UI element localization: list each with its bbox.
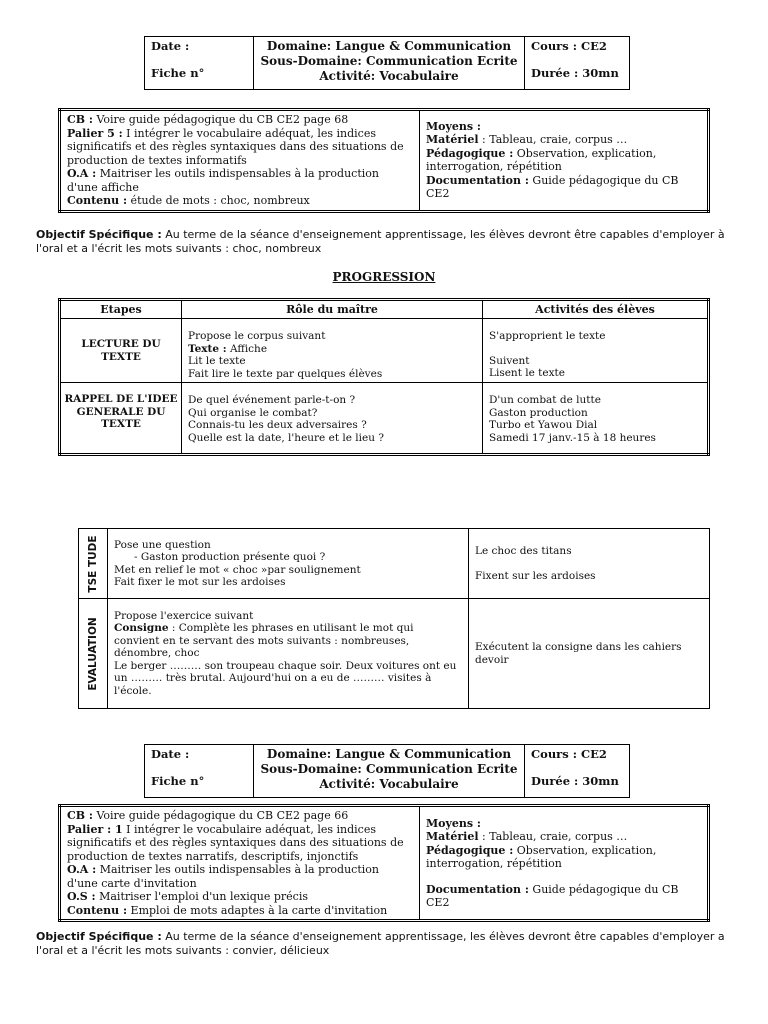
palier-line [67, 127, 413, 168]
materiel-label: Matériel [426, 830, 479, 843]
palier-label: Palier : 1 [67, 822, 123, 836]
activites-eleves-cell [483, 383, 709, 455]
contenu-text: Emploi de mots adaptes à la carte d'invitation [127, 903, 388, 917]
role-maitre-cell [108, 599, 469, 709]
lesson-header-2 [144, 744, 630, 798]
cb-line [67, 113, 413, 127]
progression-title: PROGRESSION [332, 270, 436, 284]
objective-paragraph-1 [36, 228, 736, 256]
maitre-line: - Gaston production présente quoi ? [134, 551, 326, 563]
moyens-label-text: Moyens : [426, 119, 481, 133]
contenu-label: Contenu : [67, 903, 128, 917]
course-duration-cell [525, 745, 630, 798]
os-line [67, 890, 413, 904]
cb-text: Voire guide pédagogique du CB CE2 page 68 [92, 113, 349, 126]
materiel-text: : Tableau, craie, corpus … [478, 133, 628, 147]
table-row [60, 383, 709, 455]
evaluation-cell [79, 599, 108, 709]
documentation-text: Guide pédagogique du CB CE2 [426, 173, 679, 201]
eleves-line: Fixent sur les ardoises [475, 569, 596, 582]
course-label: Cours : CE2 [531, 39, 607, 53]
exercise-text: Le berger ……… son troupeau chaque soir. Deux voitures ont eu un ……… très brutal. Aujourd'hui on a eu de ……… visites à l'école. [114, 659, 457, 697]
competence-cell [60, 110, 420, 212]
date-label: Date : [151, 39, 190, 53]
consigne-line [114, 622, 462, 660]
contenu-line [67, 904, 413, 918]
palier-line [67, 823, 413, 864]
maitre-line: Met en relief le mot « choc »par soulignement [114, 563, 361, 576]
objective-text: Au terme de la séance d'enseignement apprentissage, les élèves devront être capables d'employer à l'oral et a l'écrit les mots suivants : choc, nombreux [36, 228, 725, 255]
objective-text: Au terme de la séance d'enseignement apprentissage, les élèves devront être capables d'employer a l'oral et a l'écrit les mots suivants : convier, délicieux [36, 930, 725, 957]
cb-label: CB : [67, 113, 93, 126]
materiel-text: : Tableau, craie, corpus … [478, 830, 628, 843]
maitre-line: Connais-tu les deux adversaires ? [188, 419, 367, 431]
maitre-line: Propose l'exercice suivant [114, 609, 254, 622]
os-label: O.S : [67, 890, 96, 903]
palier-text: I intégrer le vocabulaire adéquat, les indices significatifs et des règles syntaxiques dans des situations de production de textes informatifs [67, 126, 404, 167]
pedagogique-label: Pédagogique : [426, 146, 514, 160]
objective-label: Objectif Spécifique : [36, 930, 162, 943]
objective-label: Objectif Spécifique : [36, 228, 162, 241]
duration-label: Durée : 30mn [531, 66, 619, 80]
date-fiche-cell [145, 37, 254, 90]
activites-eleves-cell [469, 529, 710, 599]
contenu-line [67, 194, 413, 208]
pedagogique-text: Observation, explication, interrogation, répétition [426, 146, 657, 174]
oa-label: O.A : [67, 863, 97, 876]
materiel-line [426, 133, 701, 147]
contenu-label: Contenu : [67, 194, 128, 207]
duration-label: Durée : 30mn [531, 774, 619, 788]
lesson-header-1 [144, 36, 630, 90]
documentation-label: Documentation : [426, 173, 529, 187]
header-etapes: Etapes [60, 300, 182, 319]
palier-text: I intégrer le vocabulaire adéquat, les indices significatifs et des règles syntaxiques dans des situations de production de textes narratifs, descriptifs, injonctifs [67, 822, 404, 863]
eleves-line: Suivent [489, 354, 530, 367]
domain-title: Domaine: Langue & Communication [266, 747, 512, 761]
etape-rappel: RAPPEL DE L'IDEE GENERALE DU TEXTE [60, 383, 182, 455]
contenu-text: étude de mots : choc, nombreux [127, 194, 310, 207]
maitre-line [188, 343, 476, 356]
table-row [60, 319, 709, 383]
palier-label: Palier 5 : [67, 126, 123, 140]
cb-text: Voire guide pédagogique du CB CE2 page 66 [92, 809, 349, 822]
eleves-line: Exécutent la consigne dans les cahiers devoir [475, 641, 682, 666]
cb-line [67, 809, 413, 823]
pedagogique-text: Observation, explication, interrogation, répétition [426, 843, 657, 870]
means-cell [420, 806, 709, 921]
oa-text: Maitriser les outils indispensables à la production d'une affiche [67, 167, 379, 194]
course-duration-cell [525, 37, 630, 90]
competence-box-1 [58, 108, 710, 213]
activity-title: Activité: Vocabulaire [319, 69, 459, 83]
os-text: Maitriser l'emploi d'un lexique précis [95, 890, 308, 903]
means-cell [420, 110, 709, 212]
eleves-line: Lisent le texte [489, 367, 565, 379]
texte-label: Texte : [188, 342, 227, 355]
materiel-line [426, 830, 701, 844]
activites-eleves-cell [483, 319, 709, 383]
competence-box-2 [58, 804, 710, 922]
moyens-label-text: Moyens : [426, 816, 481, 830]
documentation-label: Documentation : [426, 882, 529, 896]
documentation-text: Guide pédagogique du CB CE2 [426, 882, 679, 909]
maitre-line: Fait lire le texte par quelques élèves [188, 367, 383, 380]
eleves-line: D'un combat de lutte [489, 394, 601, 406]
competence-cell [60, 806, 420, 921]
synthese-cell [79, 529, 108, 599]
oa-line [67, 863, 413, 890]
maitre-line: Pose une question [114, 538, 211, 551]
progression-table [58, 298, 710, 456]
header-activites-eleves: Activités des élèves [483, 300, 709, 319]
fiche-number-label: Fiche n° [151, 774, 205, 788]
oa-text: Maitriser les outils indispensables à la production d'une carte d'invitation [67, 863, 379, 890]
eleves-line: Gaston production [489, 406, 588, 419]
eleves-line: Turbo et Yawou Dial [489, 419, 598, 431]
texte-value: Affiche [226, 342, 268, 355]
table-row [79, 599, 710, 709]
oa-label: O.A : [67, 167, 97, 180]
consigne-label: Consigne [114, 622, 169, 635]
domain-title: Domaine: Langue & Communication [266, 39, 512, 53]
documentation-line [426, 883, 701, 910]
role-maitre-cell [182, 383, 483, 455]
etape-lecture: LECTURE DU TEXTE [60, 319, 182, 383]
domain-cell [254, 745, 525, 798]
domain-cell [254, 37, 525, 90]
role-maitre-cell [108, 529, 469, 599]
fiche-number-label: Fiche n° [151, 66, 205, 80]
synthese-label: TSE TUDE [86, 534, 99, 593]
pedagogique-line [426, 844, 701, 871]
cb-label: CB : [67, 809, 93, 822]
maitre-line: Lit le texte [188, 355, 246, 367]
role-maitre-cell [182, 319, 483, 383]
eleves-line: Samedi 17 janv.-15 à 18 heures [489, 431, 656, 444]
maitre-line: Fait fixer le mot sur les ardoises [114, 576, 286, 588]
maitre-line: Quelle est la date, l'heure et le lieu ? [188, 431, 384, 444]
consigne-text: : Complète les phrases en utilisant le mot qui convient en te servant des mots suivants : nombreuses, dénombre, choc [114, 622, 414, 660]
maitre-line: De quel événement parle-t-on ? [188, 394, 356, 406]
header-role-maitre: Rôle du maître [182, 300, 483, 319]
evaluation-label: EVALUATION [86, 616, 99, 691]
materiel-label: Matériel [426, 133, 479, 147]
maitre-line: Qui organise le combat? [188, 406, 318, 419]
objective-paragraph-2 [36, 930, 736, 958]
oa-line [67, 167, 413, 194]
table-header-row [60, 300, 709, 319]
activity-title: Activité: Vocabulaire [319, 777, 459, 791]
moyens-label [426, 120, 701, 134]
sub-domain-title: Sous-Domaine: Communication Ecrite [260, 762, 518, 776]
evaluation-table [78, 528, 710, 709]
course-label: Cours : CE2 [531, 747, 607, 761]
date-fiche-cell [145, 745, 254, 798]
table-row [79, 529, 710, 599]
eleves-line: Le choc des titans [475, 545, 572, 557]
pedagogique-line [426, 147, 701, 174]
sub-domain-title: Sous-Domaine: Communication Ecrite [260, 54, 518, 68]
documentation-line [426, 174, 701, 201]
eleves-line: S'approprient le texte [489, 330, 606, 342]
activites-eleves-cell [469, 599, 710, 709]
maitre-line: Propose le corpus suivant [188, 330, 326, 342]
date-label: Date : [151, 747, 190, 761]
pedagogique-label: Pédagogique : [426, 843, 514, 857]
moyens-label [426, 817, 701, 831]
